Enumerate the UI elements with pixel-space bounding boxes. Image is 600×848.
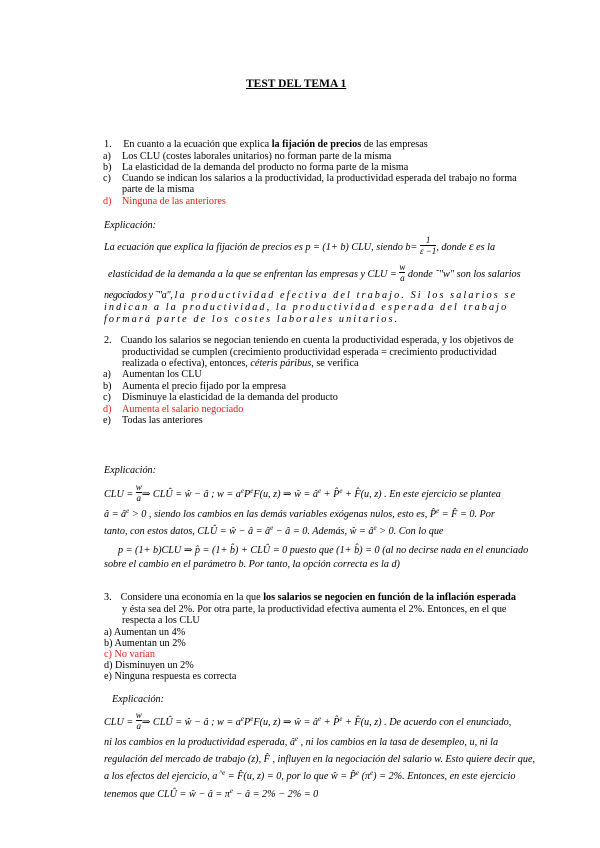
q2-exp-1e: e xyxy=(250,486,254,495)
q1-exp-1a: La ecuación que explica la fijación de precios es xyxy=(104,241,306,253)
q3-exp-4f: ŵ = P̂ xyxy=(330,771,356,782)
q3-option-e-letter: e) xyxy=(104,671,112,682)
q3-exp-2c: e xyxy=(294,735,299,743)
q1-explanation-line-1 xyxy=(104,237,495,258)
q3-stem-line-1 xyxy=(104,592,516,604)
q2-option-c-text: Disminuye la elasticidad de la demanda del producto xyxy=(122,392,338,403)
q2-exp-2b: e xyxy=(126,507,130,515)
q2-option-a[interactable] xyxy=(103,369,202,381)
q1-option-a-text: Los CLU (costes laborales unitarios) no forman parte de la misma xyxy=(122,151,392,162)
q2-exp-1c: e xyxy=(240,486,244,495)
q3-explanation-line-4 xyxy=(104,771,515,783)
q2-exp-2a: â = â xyxy=(104,509,127,520)
q1-stem-b: la fijación de precios xyxy=(271,139,362,150)
q2-exp-3e: . Además, xyxy=(307,526,350,537)
q3-frac-num: w xyxy=(135,710,142,720)
q2-exp-2d: P̂ xyxy=(429,509,437,520)
q1-option-c-continued: parte de la misma xyxy=(122,184,195,195)
q3-explanation-line-5 xyxy=(104,789,318,801)
q3-option-c-letter: c) xyxy=(104,649,112,660)
q3-exp-4b: a xyxy=(212,771,218,782)
q3-exp-4i: e xyxy=(370,769,374,777)
q3-option-e-text: Ninguna respuesta es correcta xyxy=(114,671,237,682)
q3-exp-4k: . Entonces, en este ejercicio xyxy=(402,771,516,782)
q3-exp-1h: + P̂ xyxy=(321,716,340,728)
q3-stem-line-2: y ésta sea del 2%. Por otra parte, la productividad efectiva aumenta el 2%. Entonces, en el que xyxy=(122,604,507,615)
q1-explanation-line-4: indican a la productividad, la productividad esperada del trabajo xyxy=(104,302,509,313)
q1-exp-2a: elasticidad de la demanda a la que se enfrentan las empresas y xyxy=(108,268,368,280)
q3-option-a-letter: a) xyxy=(104,627,112,638)
q3-exp-4h: (π xyxy=(359,771,371,782)
q3-stem-1a: Considere una economía en la que xyxy=(120,592,264,603)
q3-exp-4d: = F̂(u, z) = 0 xyxy=(225,771,282,782)
q3-exp-5c: e xyxy=(229,787,234,795)
q1-option-d-text: Ninguna de las anteriores xyxy=(122,196,226,207)
q2-option-c-letter: c) xyxy=(103,392,111,403)
q2-option-c[interactable] xyxy=(103,392,338,404)
q3-explanation-line-1 xyxy=(104,712,511,733)
q3-exp-1g: e xyxy=(318,714,322,723)
q2-exp-4a: p = (1+ b)CLU ⇒ p̂ = (1+ b̂) + CLÛ = 0 xyxy=(118,545,288,556)
q3-exp-5a: tenemos que xyxy=(104,789,158,800)
q3-exp-2a: ni los cambios en la productividad esperada, xyxy=(104,737,290,748)
q3-stem-1b: los salarios se negocien en función de la inflación esperada xyxy=(263,592,516,603)
q1-option-a-letter: a) xyxy=(103,151,111,162)
q2-exp-4c: (1+ b̂) = 0 xyxy=(336,545,380,556)
q3-exp-1f: F(u, z) ⇒ ŵ = â xyxy=(253,716,318,728)
q3-exp-1e: e xyxy=(250,714,254,723)
q2-stem-3a: realizada o efectiva), entonces, xyxy=(122,358,251,369)
q3-option-d-text: Disminuyen un 2% xyxy=(115,660,194,671)
q1-explanation-line-3 xyxy=(104,290,517,302)
q2-explanation-line-1 xyxy=(104,484,501,505)
q3-explanation-title: Explicación: xyxy=(112,694,165,705)
q2-option-d-letter: d) xyxy=(103,404,112,415)
q3-explanation-line-2 xyxy=(104,737,498,749)
q3-exp-4a: a los efectos del ejercicio, xyxy=(104,771,213,782)
q1-option-b-letter: b) xyxy=(103,162,112,173)
q3-option-b-text: Aumentan un 2% xyxy=(114,638,186,649)
q3-exp-1c: e xyxy=(240,714,244,723)
q3-exp-1d: P xyxy=(244,716,251,728)
q1-exp-1g: es la xyxy=(473,241,496,253)
q3-stem-line-3: respecta a los CLU xyxy=(122,615,200,626)
q3-exp-1a: CLU = xyxy=(104,716,134,728)
q1-exp-1d: b= xyxy=(405,241,418,253)
q2-exp-1g: e xyxy=(318,486,322,495)
q2-explanation-line-3 xyxy=(104,526,443,538)
q1-frac2-den: a xyxy=(400,273,405,283)
q2-option-a-letter: a) xyxy=(103,369,111,380)
q1-frac-den: ε −1 xyxy=(419,246,437,256)
q2-exp-3f: ŵ = â xyxy=(349,526,374,537)
q2-exp-4d: (al no decirse nada en el enunciado xyxy=(379,545,529,556)
q2-option-e-letter: e) xyxy=(103,415,111,426)
q2-explanation-line-5: sobre el cambio en el parámetro b. Por tanto, la opción correcta es la d) xyxy=(104,559,400,570)
q3-fraction-wa xyxy=(136,710,142,731)
q3-option-d-letter: d) xyxy=(104,660,113,671)
q3-exp-4e: , por lo que xyxy=(281,771,331,782)
q3-option-a-text: Aumentan un 4% xyxy=(113,627,186,638)
q1-stem xyxy=(104,139,428,151)
q1-exp-1e: , donde xyxy=(436,241,469,253)
q1-exp-2b: CLU = xyxy=(367,268,397,280)
q2-exp-3h: > 0. Con lo que xyxy=(376,526,444,537)
q1-number: 1. xyxy=(104,139,112,150)
q3-option-b-letter: b) xyxy=(104,638,113,649)
q1-exp-3a: negociados y ˜"a", xyxy=(104,290,175,301)
q2-option-e-text: Todas las anteriores xyxy=(122,415,203,426)
q2-option-b-letter: b) xyxy=(103,381,112,392)
q2-stem-1: Cuando los salarios se negocian teniendo en cuenta la productividad esperada, y los objetivos de xyxy=(120,335,514,346)
q3-explanation-line-3 xyxy=(104,754,535,766)
q2-option-d-text: Aumenta el salario negociado xyxy=(122,404,244,415)
q1-fraction-b xyxy=(420,235,436,256)
page-title: TEST DEL TEMA 1 xyxy=(246,78,347,90)
q2-exp-4b: puesto que xyxy=(287,545,337,556)
q1-frac2-num: w xyxy=(399,262,406,272)
q3-exp-3a: regulación del mercado de trabajo (z), xyxy=(104,754,264,765)
q3-frac-den: a xyxy=(136,721,142,731)
q2-explanation-line-2 xyxy=(104,509,495,521)
q2-exp-3g: e xyxy=(373,524,377,532)
q2-exp-3b: CLÛ = ŵ − â = â xyxy=(197,526,271,537)
q2-exp-1d: P xyxy=(244,488,251,500)
q3-option-c-text: No varían xyxy=(114,649,155,660)
q1-stem-c: de las empresas xyxy=(361,139,428,150)
q2-stem-3b: céteris páribus xyxy=(250,358,312,369)
q2-frac-num: w xyxy=(135,482,142,492)
q2-option-e[interactable] xyxy=(103,415,203,427)
q1-option-d-letter: d) xyxy=(103,196,112,207)
q1-exp-2c: donde ˜"w" son los salarios xyxy=(405,268,521,280)
q3-exp-1b: ⇒ CLÛ = ŵ − â ; w = a xyxy=(141,716,241,728)
q2-stem-3c: , se verifica xyxy=(311,358,359,369)
q1-exp-3b: la productividad efectiva del trabajo. Si los salarios se xyxy=(174,290,518,301)
q1-option-d[interactable] xyxy=(103,196,226,208)
q1-option-c-letter: c) xyxy=(103,173,111,184)
q3-exp-2d: , ni los cambios en la tasa de desempleo, u, ni la xyxy=(298,737,499,748)
q3-option-e[interactable] xyxy=(104,671,236,683)
q1-option-c-text: Cuando se indican los salarios a la productividad, la productividad esperada del trabajo no forma xyxy=(122,173,517,184)
q2-exp-1f: F(u, z) ⇒ ŵ = â xyxy=(253,488,318,500)
q3-exp-1j: + F̂(u, z) . De acuerdo con el enunciado, xyxy=(342,716,512,728)
q2-explanation-line-4 xyxy=(118,545,528,557)
q2-explanation-title: Explicación: xyxy=(104,465,157,476)
q3-exp-4j: ) = 2% xyxy=(373,771,403,782)
q2-option-a-text: Aumentan los CLU xyxy=(122,369,202,380)
q2-exp-3d: − â = 0 xyxy=(273,526,308,537)
q2-stem-line-1 xyxy=(104,335,514,347)
q3-exp-4c: ^e xyxy=(217,769,226,777)
q3-exp-3b: F̂ xyxy=(263,754,270,765)
q1-explanation-title: Explicación: xyxy=(104,220,157,231)
q1-exp-epsilon: ε xyxy=(468,238,474,253)
q3-number: 3. xyxy=(104,592,112,603)
q3-exp-3c: , influyen en la negociación del salario w. Esto quiere decir que, xyxy=(269,754,536,765)
q2-exp-1b: ⇒ CLÛ = ŵ − â ; w = a xyxy=(141,488,241,500)
q1-explanation-line-5: formará parte de los costes laborales unitarios. xyxy=(104,314,400,325)
q2-exp-3a: tanto, con estos datos, xyxy=(104,526,198,537)
q1-option-b-text: La elasticidad de la demanda del producto no forma parte de la misma xyxy=(122,162,409,173)
q1-exp-1c: siendo xyxy=(373,241,406,253)
q2-exp-2c: > 0 , siendo los cambios en las demás variables exógenas nulos, esto es, xyxy=(129,509,430,520)
q1-explanation-line-2 xyxy=(108,264,521,285)
q3-exp-5d: − â = 2% − 2% = 0 xyxy=(233,789,319,800)
q2-exp-2e: e xyxy=(436,507,440,515)
q3-exp-2b: â xyxy=(289,737,295,748)
q1-exp-1b: p = (1+ b) CLU, xyxy=(305,241,374,253)
q1-fraction-wa xyxy=(399,262,405,283)
q3-exp-4g: e xyxy=(355,769,360,777)
q1-frac-num: 1 xyxy=(425,235,431,245)
q2-exp-1a: CLU = xyxy=(104,488,134,500)
q2-exp-1h: + P̂ xyxy=(321,488,340,500)
q2-frac-den: a xyxy=(136,493,142,503)
q2-exp-1i: e xyxy=(339,486,343,495)
q2-exp-3c: e xyxy=(270,524,274,532)
q2-exp-1j: + F̂(u, z) . En este ejercicio se plantea xyxy=(342,488,501,500)
q2-exp-2f: = F̂ = 0. Por xyxy=(439,509,495,520)
q2-number: 2. xyxy=(104,335,112,346)
q3-exp-5b: CLÛ = ŵ − â = π xyxy=(157,789,230,800)
q3-exp-1i: e xyxy=(339,714,343,723)
q2-stem-line-2: productividad se cumplen (crecimiento productividad esperada = crecimiento productividad xyxy=(122,347,497,358)
q2-option-b-text: Aumenta el precio fijado por la empresa xyxy=(122,381,287,392)
q1-stem-a: En cuanto a la ecuación que explica xyxy=(123,139,272,150)
q2-fraction-wa xyxy=(136,482,142,503)
